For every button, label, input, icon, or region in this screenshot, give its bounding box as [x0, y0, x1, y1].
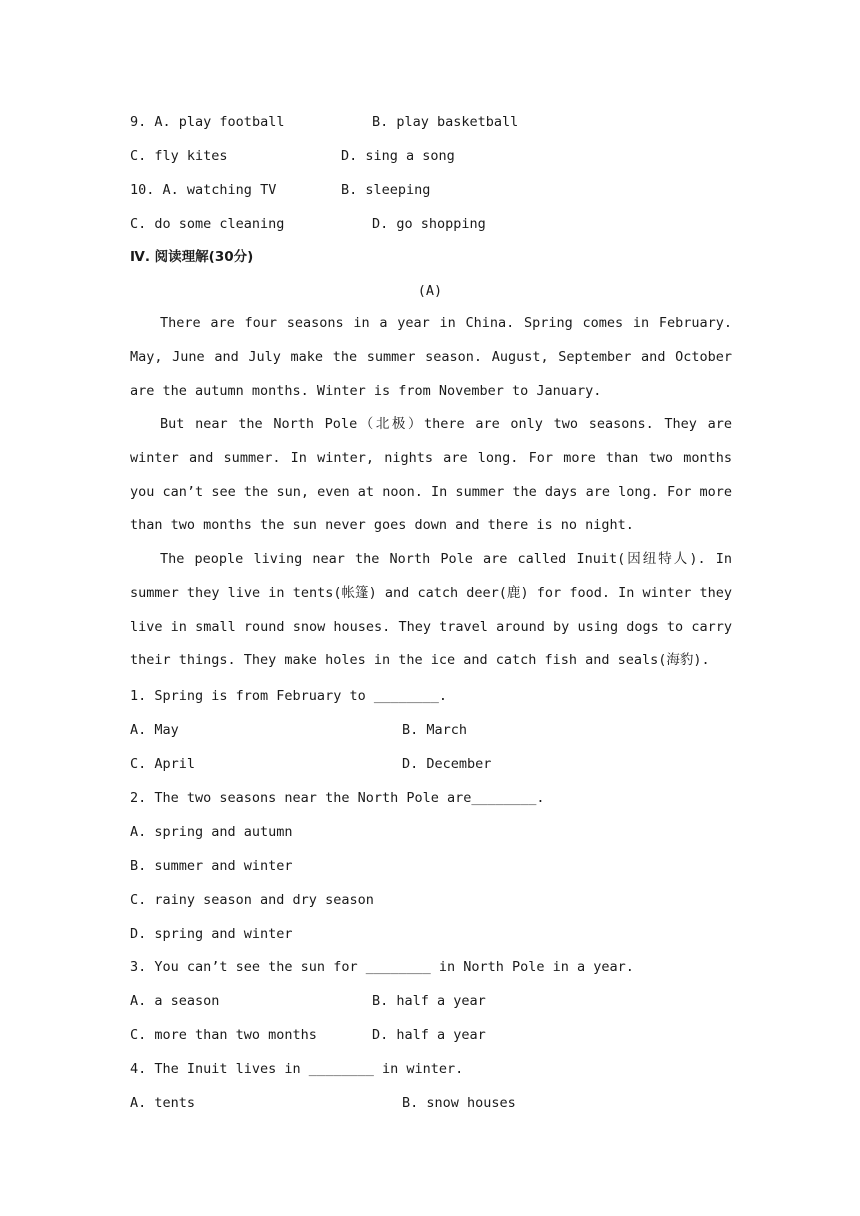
q3-option-c: C. more than two months [130, 1027, 317, 1043]
q1-option-b: B. March [402, 722, 468, 738]
question-1-stem: 1. Spring is from February to ________. [130, 688, 447, 704]
q1-option-c: C. April [130, 756, 196, 772]
q2-option-b: B. summer and winter [130, 858, 293, 874]
q10-option-b: B. sleeping [341, 182, 431, 198]
q10-option-d: D. go shopping [372, 216, 486, 232]
q1-option-d: D. December [402, 756, 492, 772]
q9-option-b: B. play basketball [372, 114, 519, 130]
question-3-stem: 3. You can’t see the sun for ________ in North Pole in a year. [130, 959, 634, 975]
q1-option-a: A. May [130, 722, 179, 738]
q9-option-a: 9. A. play football [130, 114, 285, 130]
q4-option-a: A. tents [130, 1095, 196, 1111]
q4-option-b: B. snow houses [402, 1095, 516, 1111]
q10-option-a: 10. A. watching TV [130, 182, 277, 198]
q3-option-b: B. half a year [372, 993, 486, 1009]
q9-option-c: C. fly kites [130, 148, 228, 164]
passage-paragraph-2: But near the North Pole（北极）there are only two seasons. They are winter and summer. In winter, nights are long. For more than two months you can’t see the sun, even at noon. In summer the days are long. For more than two months the sun never goes down and there is no night. [130, 416, 732, 534]
q9-option-d: D. sing a song [341, 148, 455, 164]
question-2-stem: 2. The two seasons near the North Pole are________. [130, 790, 545, 806]
q3-option-d: D. half a year [372, 1027, 486, 1043]
passage-label: (A) [417, 283, 443, 299]
passage-paragraph-1: There are four seasons in a year in China. Spring comes in February. May, June and July make the summer season. August, September and October are the autumn months. Winter is from November to January. [130, 315, 732, 399]
q2-option-a: A. spring and autumn [130, 824, 293, 840]
question-4-stem: 4. The Inuit lives in ________ in winter. [130, 1061, 464, 1077]
q2-option-d: D. spring and winter [130, 926, 293, 942]
passage-paragraph-3: The people living near the North Pole are called Inuit(因纽特人). In summer they live in tents(帐篷) and catch deer(鹿) for food. In winter they live in small round snow houses. They travel around by using dogs to carry their things. They make holes in the ice and catch fish and seals(海豹). [130, 551, 732, 669]
q2-option-c: C. rainy season and dry season [130, 892, 374, 908]
q3-option-a: A. a season [130, 993, 220, 1009]
q10-option-c: C. do some cleaning [130, 216, 285, 232]
section-heading: Ⅳ. 阅读理解(30分) [130, 249, 254, 265]
